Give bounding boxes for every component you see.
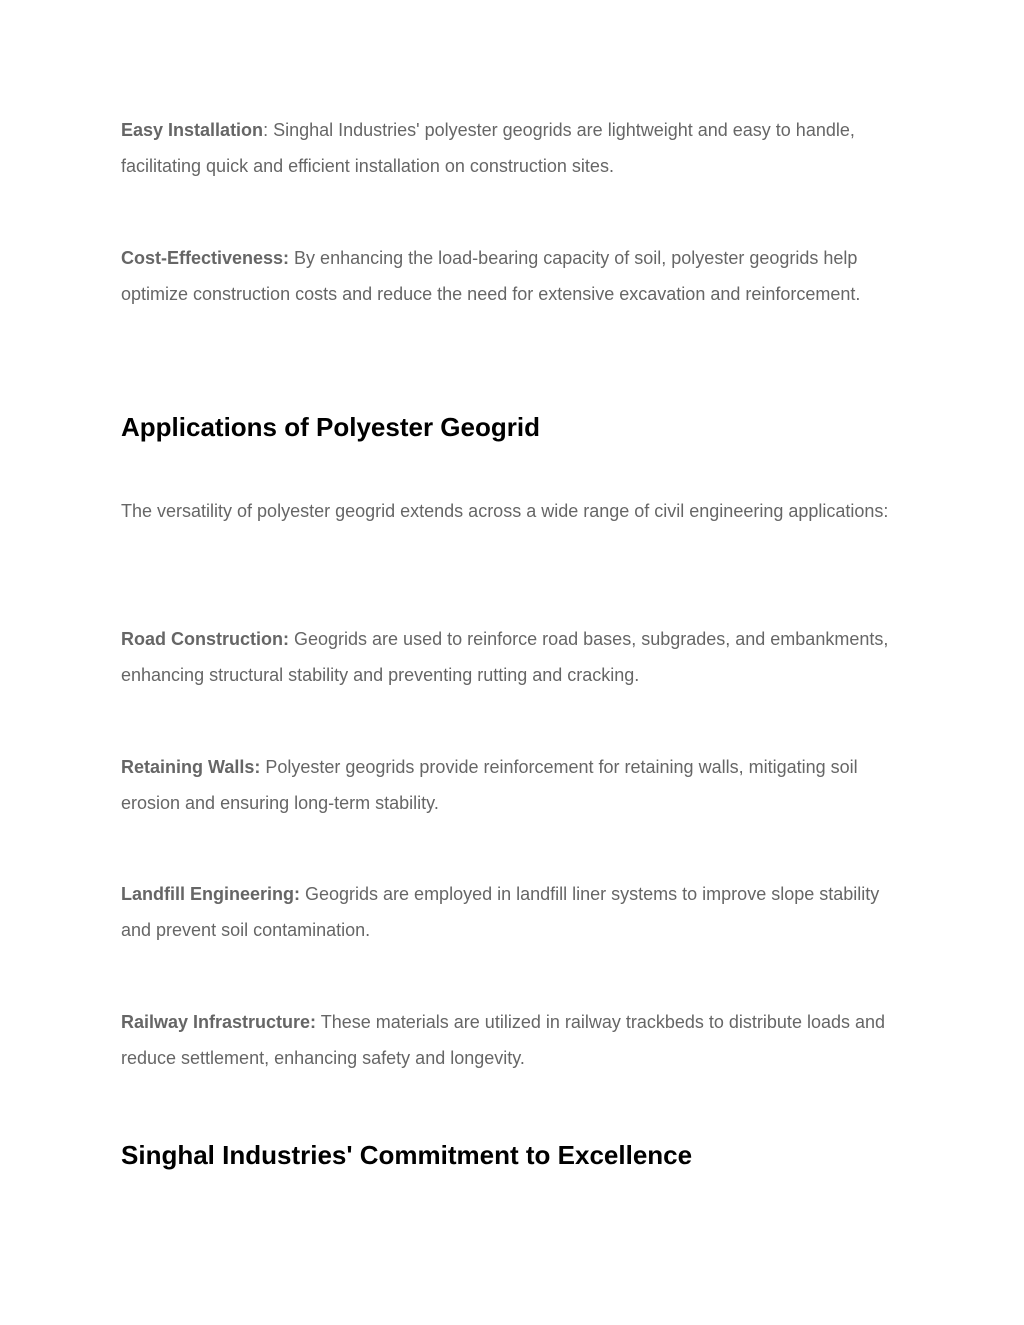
paragraph-label: Easy Installation [121, 120, 264, 140]
paragraph-text: The versatility of polyester geogrid extends across a wide range of civil engineering applications: [121, 501, 889, 521]
paragraph-label: Cost-Effectiveness: [121, 248, 290, 268]
section-heading-commitment: Singhal Industries' Commitment to Excellence [121, 1140, 693, 1170]
paragraph-retaining-walls [121, 750, 911, 821]
paragraph-text: Polyester geogrids provide reinforcement for retaining walls, mitigating soil erosion and ensuring long-term stability. [121, 757, 858, 813]
paragraph-label: Retaining Walls: [121, 757, 261, 777]
paragraph-text: : Singhal Industries' polyester geogrids are lightweight and easy to handle, facilitating quick and efficient installation on construction sites. [121, 120, 855, 176]
paragraph-text: Geogrids are employed in landfill liner systems to improve slope stability and prevent soil contamination. [121, 884, 880, 940]
paragraph-road-construction [121, 622, 911, 693]
paragraph-text: These materials are utilized in railway trackbeds to distribute loads and reduce settlement, enhancing safety and longevity. [121, 1012, 886, 1068]
paragraph-easy-installation [121, 113, 911, 184]
paragraph-versatility-intro [121, 494, 911, 530]
paragraph-landfill-engineering [121, 877, 911, 948]
paragraph-label: Landfill Engineering: [121, 884, 300, 904]
paragraph-text: By enhancing the load-bearing capacity of soil, polyester geogrids help optimize construction costs and reduce the need for extensive excavation and reinforcement. [121, 248, 861, 304]
paragraph-label: Road Construction: [121, 629, 289, 649]
paragraph-label: Railway Infrastructure: [121, 1012, 317, 1032]
paragraph-cost-effectiveness [121, 241, 911, 312]
paragraph-railway-infrastructure [121, 1005, 911, 1076]
paragraph-text: Geogrids are used to reinforce road bases, subgrades, and embankments, enhancing structural stability and preventing rutting and cracking. [121, 629, 889, 685]
section-heading-applications: Applications of Polyester Geogrid [121, 412, 540, 442]
